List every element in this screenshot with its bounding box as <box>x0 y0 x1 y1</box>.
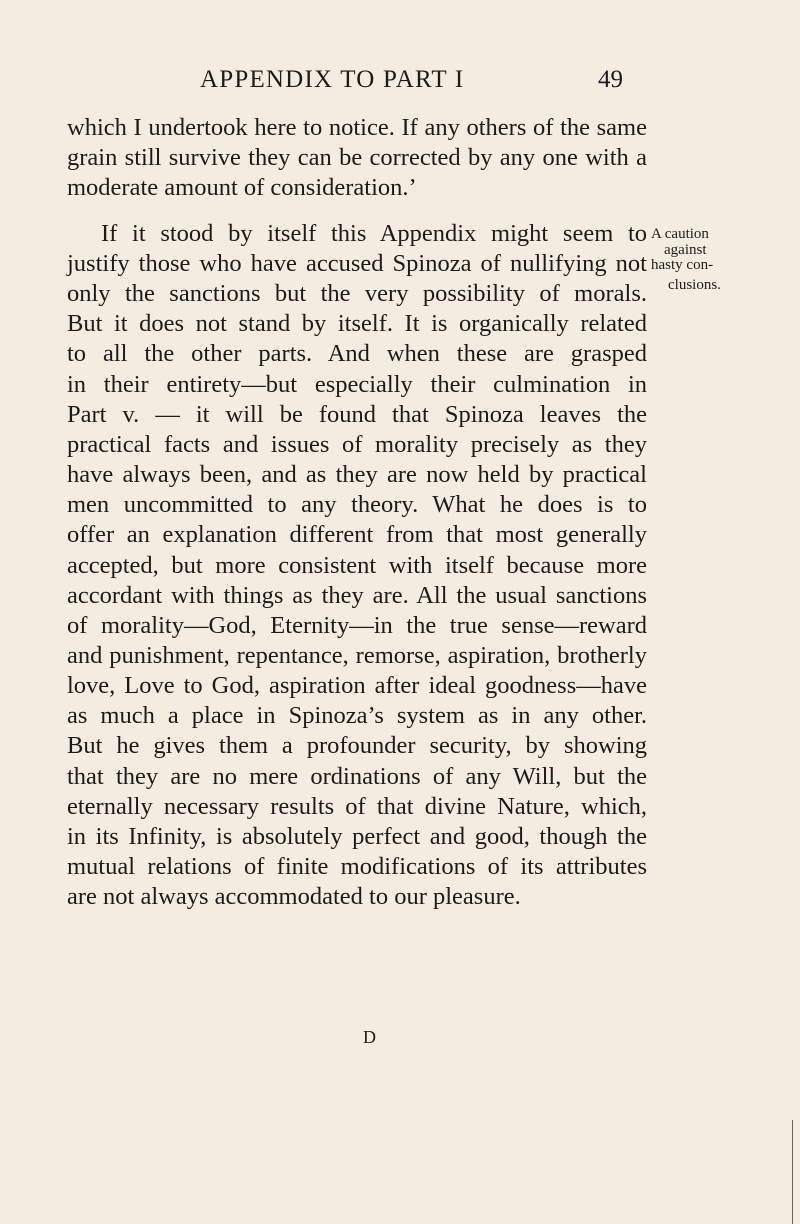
text-line: Part v. — it will be found that Spinoza leaves the <box>67 401 647 428</box>
margin-note-line: A caution <box>651 226 709 242</box>
text-line: of morality—God, Eternity—in the true sense—reward <box>67 612 647 639</box>
running-head: APPENDIX TO PART I <box>200 66 465 93</box>
text-line: which I undertook here to notice. If any others of the same <box>67 114 647 141</box>
page-number: 49 <box>598 66 623 93</box>
text-line: as much a place in Spinoza’s system as in any other. <box>67 702 647 729</box>
text-line: love, Love to God, aspiration after ideal goodness—have <box>67 672 647 699</box>
margin-note-line: clusions. <box>668 277 721 293</box>
text-line: But he gives them a profounder security, by showing <box>67 732 647 759</box>
text-line: mutual relations of finite modifications of its attributes <box>67 853 647 880</box>
text-line: But it does not stand by itself. It is organically related <box>67 310 647 337</box>
text-line: grain still survive they can be corrected by any one with a <box>67 144 647 171</box>
text-line: eternally necessary results of that divine Nature, which, <box>67 793 647 820</box>
margin-note-line: against <box>664 242 707 258</box>
text-line: practical facts and issues of morality precisely as they <box>67 431 647 458</box>
text-line: in their entirety—but especially their culmination in <box>67 371 647 398</box>
signature-mark: D <box>363 1027 376 1047</box>
text-line: only the sanctions but the very possibility of morals. <box>67 280 647 307</box>
text-line: offer an explanation different from that most generally <box>67 521 647 548</box>
text-line: to all the other parts. And when these are grasped <box>67 340 647 367</box>
margin-note-line: hasty con- <box>651 257 714 273</box>
text-line: have always been, and as they are now held by practical <box>67 461 647 488</box>
text-line: moderate amount of consideration.’ <box>67 174 417 201</box>
text-line: and punishment, repentance, remorse, aspiration, brotherly <box>67 642 647 669</box>
text-line: in its Infinity, is absolutely perfect and good, though the <box>67 823 647 850</box>
text-line: justify those who have accused Spinoza of nullifying not <box>67 250 647 277</box>
text-line: men uncommitted to any theory. What he does is to <box>67 491 647 518</box>
text-line: are not always accommodated to our pleasure. <box>67 883 521 910</box>
text-line: If it stood by itself this Appendix might seem to <box>101 220 647 247</box>
text-line: accepted, but more consistent with itself because more <box>67 552 647 579</box>
page-edge-line <box>792 1120 793 1224</box>
text-line: that they are no mere ordinations of any Will, but the <box>67 763 647 790</box>
text-line: accordant with things as they are. All the usual sanctions <box>67 582 647 609</box>
